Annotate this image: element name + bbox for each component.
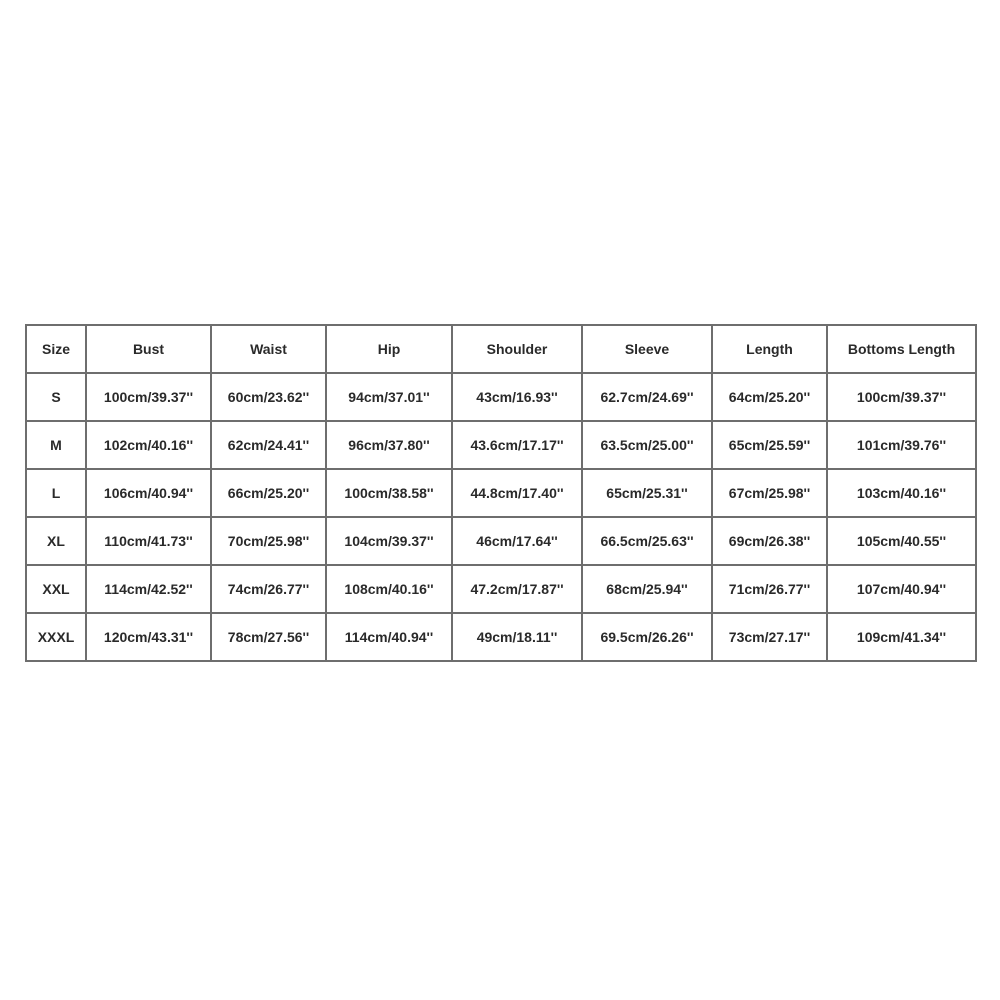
cell-length: 64cm/25.20'' <box>712 373 827 421</box>
cell-size: S <box>26 373 86 421</box>
header-shoulder: Shoulder <box>452 325 582 373</box>
header-waist: Waist <box>211 325 326 373</box>
cell-length: 65cm/25.59'' <box>712 421 827 469</box>
cell-size: XL <box>26 517 86 565</box>
table-row <box>26 565 976 613</box>
header-bust: Bust <box>86 325 211 373</box>
cell-size: XXL <box>26 565 86 613</box>
cell-bottoms-length: 109cm/41.34'' <box>827 613 976 661</box>
cell-bottoms-length: 103cm/40.16'' <box>827 469 976 517</box>
cell-waist: 60cm/23.62'' <box>211 373 326 421</box>
cell-hip: 100cm/38.58'' <box>326 469 452 517</box>
cell-bottoms-length: 100cm/39.37'' <box>827 373 976 421</box>
cell-hip: 96cm/37.80'' <box>326 421 452 469</box>
cell-shoulder: 49cm/18.11'' <box>452 613 582 661</box>
cell-waist: 62cm/24.41'' <box>211 421 326 469</box>
cell-bottoms-length: 101cm/39.76'' <box>827 421 976 469</box>
table-row <box>26 469 976 517</box>
cell-waist: 74cm/26.77'' <box>211 565 326 613</box>
header-length: Length <box>712 325 827 373</box>
table-row <box>26 517 976 565</box>
cell-sleeve: 69.5cm/26.26'' <box>582 613 712 661</box>
cell-sleeve: 66.5cm/25.63'' <box>582 517 712 565</box>
cell-shoulder: 43cm/16.93'' <box>452 373 582 421</box>
cell-hip: 104cm/39.37'' <box>326 517 452 565</box>
table-row <box>26 373 976 421</box>
cell-length: 71cm/26.77'' <box>712 565 827 613</box>
cell-shoulder: 43.6cm/17.17'' <box>452 421 582 469</box>
cell-bottoms-length: 105cm/40.55'' <box>827 517 976 565</box>
size-chart-table <box>25 324 977 662</box>
header-bottoms-length: Bottoms Length <box>827 325 976 373</box>
cell-bust: 120cm/43.31'' <box>86 613 211 661</box>
cell-shoulder: 46cm/17.64'' <box>452 517 582 565</box>
cell-sleeve: 68cm/25.94'' <box>582 565 712 613</box>
cell-length: 73cm/27.17'' <box>712 613 827 661</box>
cell-hip: 108cm/40.16'' <box>326 565 452 613</box>
header-size: Size <box>26 325 86 373</box>
cell-sleeve: 63.5cm/25.00'' <box>582 421 712 469</box>
cell-bust: 114cm/42.52'' <box>86 565 211 613</box>
cell-shoulder: 47.2cm/17.87'' <box>452 565 582 613</box>
cell-bottoms-length: 107cm/40.94'' <box>827 565 976 613</box>
header-hip: Hip <box>326 325 452 373</box>
cell-shoulder: 44.8cm/17.40'' <box>452 469 582 517</box>
cell-sleeve: 65cm/25.31'' <box>582 469 712 517</box>
cell-size: L <box>26 469 86 517</box>
cell-sleeve: 62.7cm/24.69'' <box>582 373 712 421</box>
cell-bust: 106cm/40.94'' <box>86 469 211 517</box>
cell-waist: 66cm/25.20'' <box>211 469 326 517</box>
cell-bust: 110cm/41.73'' <box>86 517 211 565</box>
cell-hip: 94cm/37.01'' <box>326 373 452 421</box>
cell-waist: 70cm/25.98'' <box>211 517 326 565</box>
header-sleeve: Sleeve <box>582 325 712 373</box>
table-row <box>26 613 976 661</box>
cell-hip: 114cm/40.94'' <box>326 613 452 661</box>
table-row <box>26 421 976 469</box>
cell-size: XXXL <box>26 613 86 661</box>
cell-length: 69cm/26.38'' <box>712 517 827 565</box>
cell-bust: 100cm/39.37'' <box>86 373 211 421</box>
cell-length: 67cm/25.98'' <box>712 469 827 517</box>
table-header-row <box>26 325 976 373</box>
cell-waist: 78cm/27.56'' <box>211 613 326 661</box>
cell-bust: 102cm/40.16'' <box>86 421 211 469</box>
cell-size: M <box>26 421 86 469</box>
